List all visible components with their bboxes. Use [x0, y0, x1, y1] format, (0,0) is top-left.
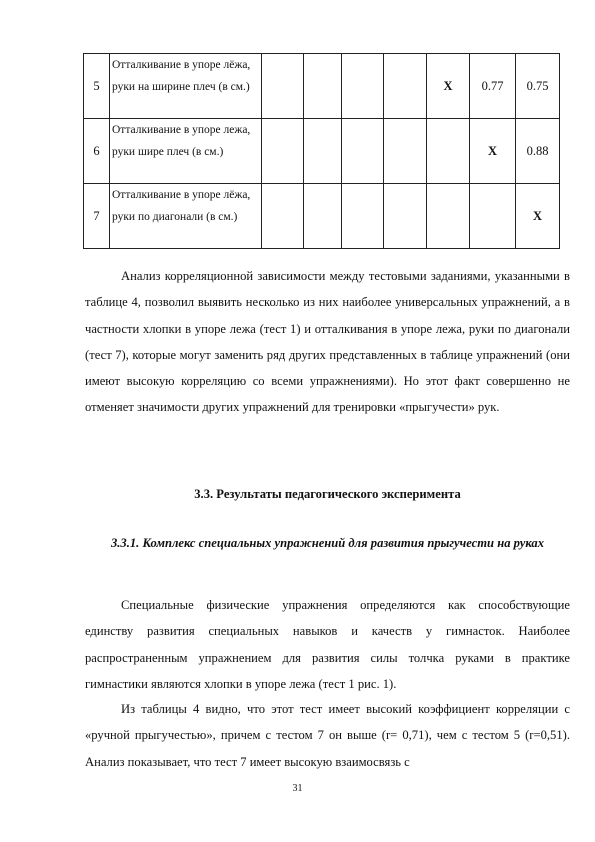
table-cell: 0.77	[470, 54, 516, 119]
table-cell	[427, 184, 470, 249]
table-cell	[304, 184, 342, 249]
table-row	[84, 119, 560, 184]
analysis-paragraph: Анализ корреляционной зависимости между тестовыми заданиями, указанными в таблице 4, позволил выявить несколько из них наиболее универсальных упражнений, а в частности хлопки в упоре лежа (тест 1) и отталкивания в упоре лежа, руки по диагонали (тест 7), которые могут заменить ряд других представленных в таблице упражнений (они имеют высокую корреляцию со всеми упражнениями). Но этот факт совершенно не отменяет значимости других упражнений для тренировки «прыгучести» рук.	[85, 269, 570, 415]
table-cell	[304, 119, 342, 184]
table-cell: 0.88	[516, 119, 560, 184]
subsection-heading: 3.3.1. Комплекс специальных упражнений для развития прыгучести на руках	[110, 536, 545, 550]
exercise-name: Отталкивание в упоре лёжа, руки по диагонали (в см.)	[110, 184, 262, 249]
table-row	[84, 184, 560, 249]
page-number: 31	[292, 783, 303, 794]
table-cell	[384, 184, 427, 249]
correlation-paragraph: Из таблицы 4 видно, что этот тест имеет высокий коэффициент корреляции с «ручной прыгучестью», причем с тестом 7 он выше (r= 0,71), чем с тестом 5 (r=0,51). Анализ показывает, что тест 7 имеет высокую взаимосвязь с	[85, 702, 570, 769]
exercises-paragraph: Специальные физические упражнения определяются как способствующие единству развития специальных навыков и качеств у гимнасток. Наиболее распространенным упражнением для развития силы толчка руками в практике гимнастики являются хлопки в упоре лежа (тест 1 рис. 1).	[85, 598, 570, 691]
row-number: 7	[84, 184, 110, 249]
table-cell	[342, 184, 384, 249]
table-row	[84, 54, 560, 119]
table-cell: X	[427, 54, 470, 119]
exercise-name: Отталкивание в упоре лёжа, руки на ширине плеч (в см.)	[110, 54, 262, 119]
table-cell	[427, 119, 470, 184]
table-cell: X	[470, 119, 516, 184]
table-cell: X	[516, 184, 560, 249]
section-heading: 3.3. Результаты педагогического эксперимента	[194, 487, 461, 501]
table-cell	[262, 184, 304, 249]
table-cell	[262, 119, 304, 184]
table-cell	[384, 119, 427, 184]
table-cell	[384, 54, 427, 119]
exercise-name: Отталкивание в упоре лежа, руки шире плеч (в см.)	[110, 119, 262, 184]
table-cell	[304, 54, 342, 119]
table-cell: 0.75	[516, 54, 560, 119]
row-number: 5	[84, 54, 110, 119]
table-cell	[262, 54, 304, 119]
table-cell	[342, 54, 384, 119]
correlation-table	[83, 53, 560, 249]
row-number: 6	[84, 119, 110, 184]
table-cell	[470, 184, 516, 249]
table-cell	[342, 119, 384, 184]
